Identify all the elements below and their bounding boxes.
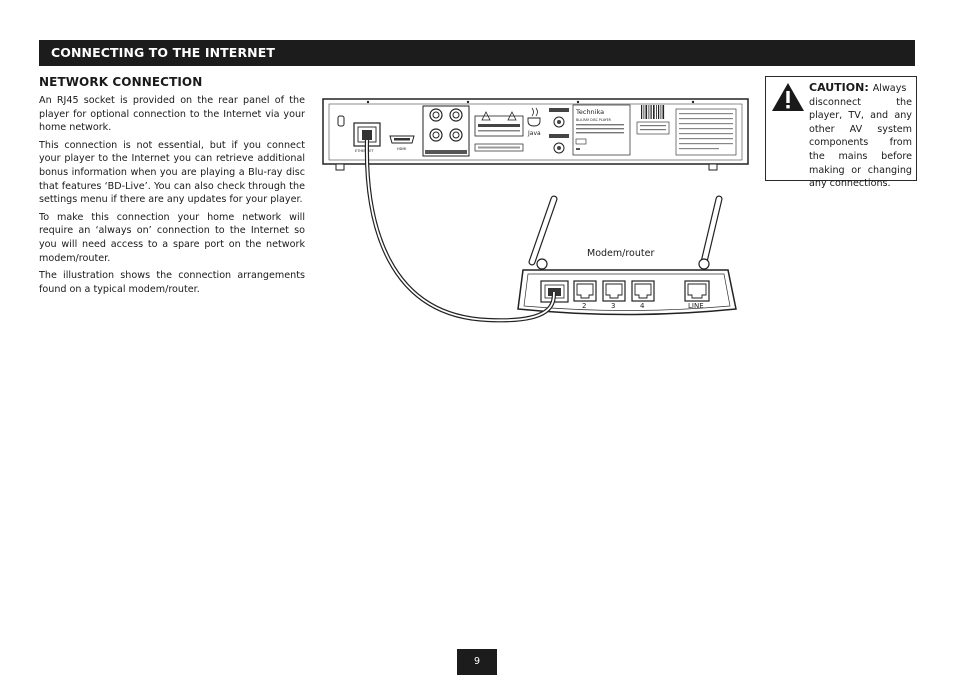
section-header-title: CONNECTING TO THE INTERNET bbox=[51, 45, 275, 60]
hdmi-port-label: HDMI bbox=[397, 147, 407, 151]
page-number-box bbox=[457, 649, 497, 675]
connection-diagram bbox=[318, 94, 754, 330]
network-connection-heading: NETWORK CONNECTION bbox=[39, 75, 203, 89]
body-paragraph: The illustration shows the connection arrangements found on a typical modem/router. bbox=[39, 270, 305, 295]
body-paragraph: An RJ45 socket is provided on the rear panel of the player for optional connection to the Internet via your home network. bbox=[39, 95, 305, 134]
router-line-label: LINE bbox=[688, 302, 704, 310]
player-rear-panel bbox=[323, 99, 748, 170]
router-port-number: 2 bbox=[582, 302, 587, 310]
warning-triangle-icon bbox=[771, 82, 805, 112]
body-paragraph: To make this connection your home network will require an ‘always on’ connection to the Internet so you will need access to a spare port on the network modem/router. bbox=[39, 211, 305, 264]
modem-router bbox=[518, 199, 736, 315]
ethernet-port-label: ETHERNET bbox=[355, 149, 374, 153]
body-paragraph: This connection is not essential, but if you connect your player to the Internet you can retrieve additional bonus information when you are playing a Blu-ray disc that features ‘BD-Live’. You can also check through the settings menu if there are any updates for your player. bbox=[39, 139, 305, 206]
player-brand-text: Technika bbox=[576, 108, 605, 116]
router-port-number: 4 bbox=[640, 302, 645, 310]
page-number: 9 bbox=[473, 656, 481, 667]
router-label: Modem/router bbox=[587, 248, 655, 259]
section-header-bar bbox=[39, 40, 915, 66]
caution-body: Always disconnect the player, TV, and any other AV system components from the mains before making or changing any connections. bbox=[809, 83, 912, 190]
caution-box bbox=[765, 76, 917, 190]
java-logo-text: Java bbox=[528, 130, 541, 137]
caution-text bbox=[809, 81, 912, 191]
router-port-number: 3 bbox=[611, 302, 616, 310]
player-model-text: BLU-RAY DISC PLAYER bbox=[576, 118, 611, 122]
body-text bbox=[39, 94, 305, 300]
caution-title: CAUTION: bbox=[809, 81, 869, 94]
